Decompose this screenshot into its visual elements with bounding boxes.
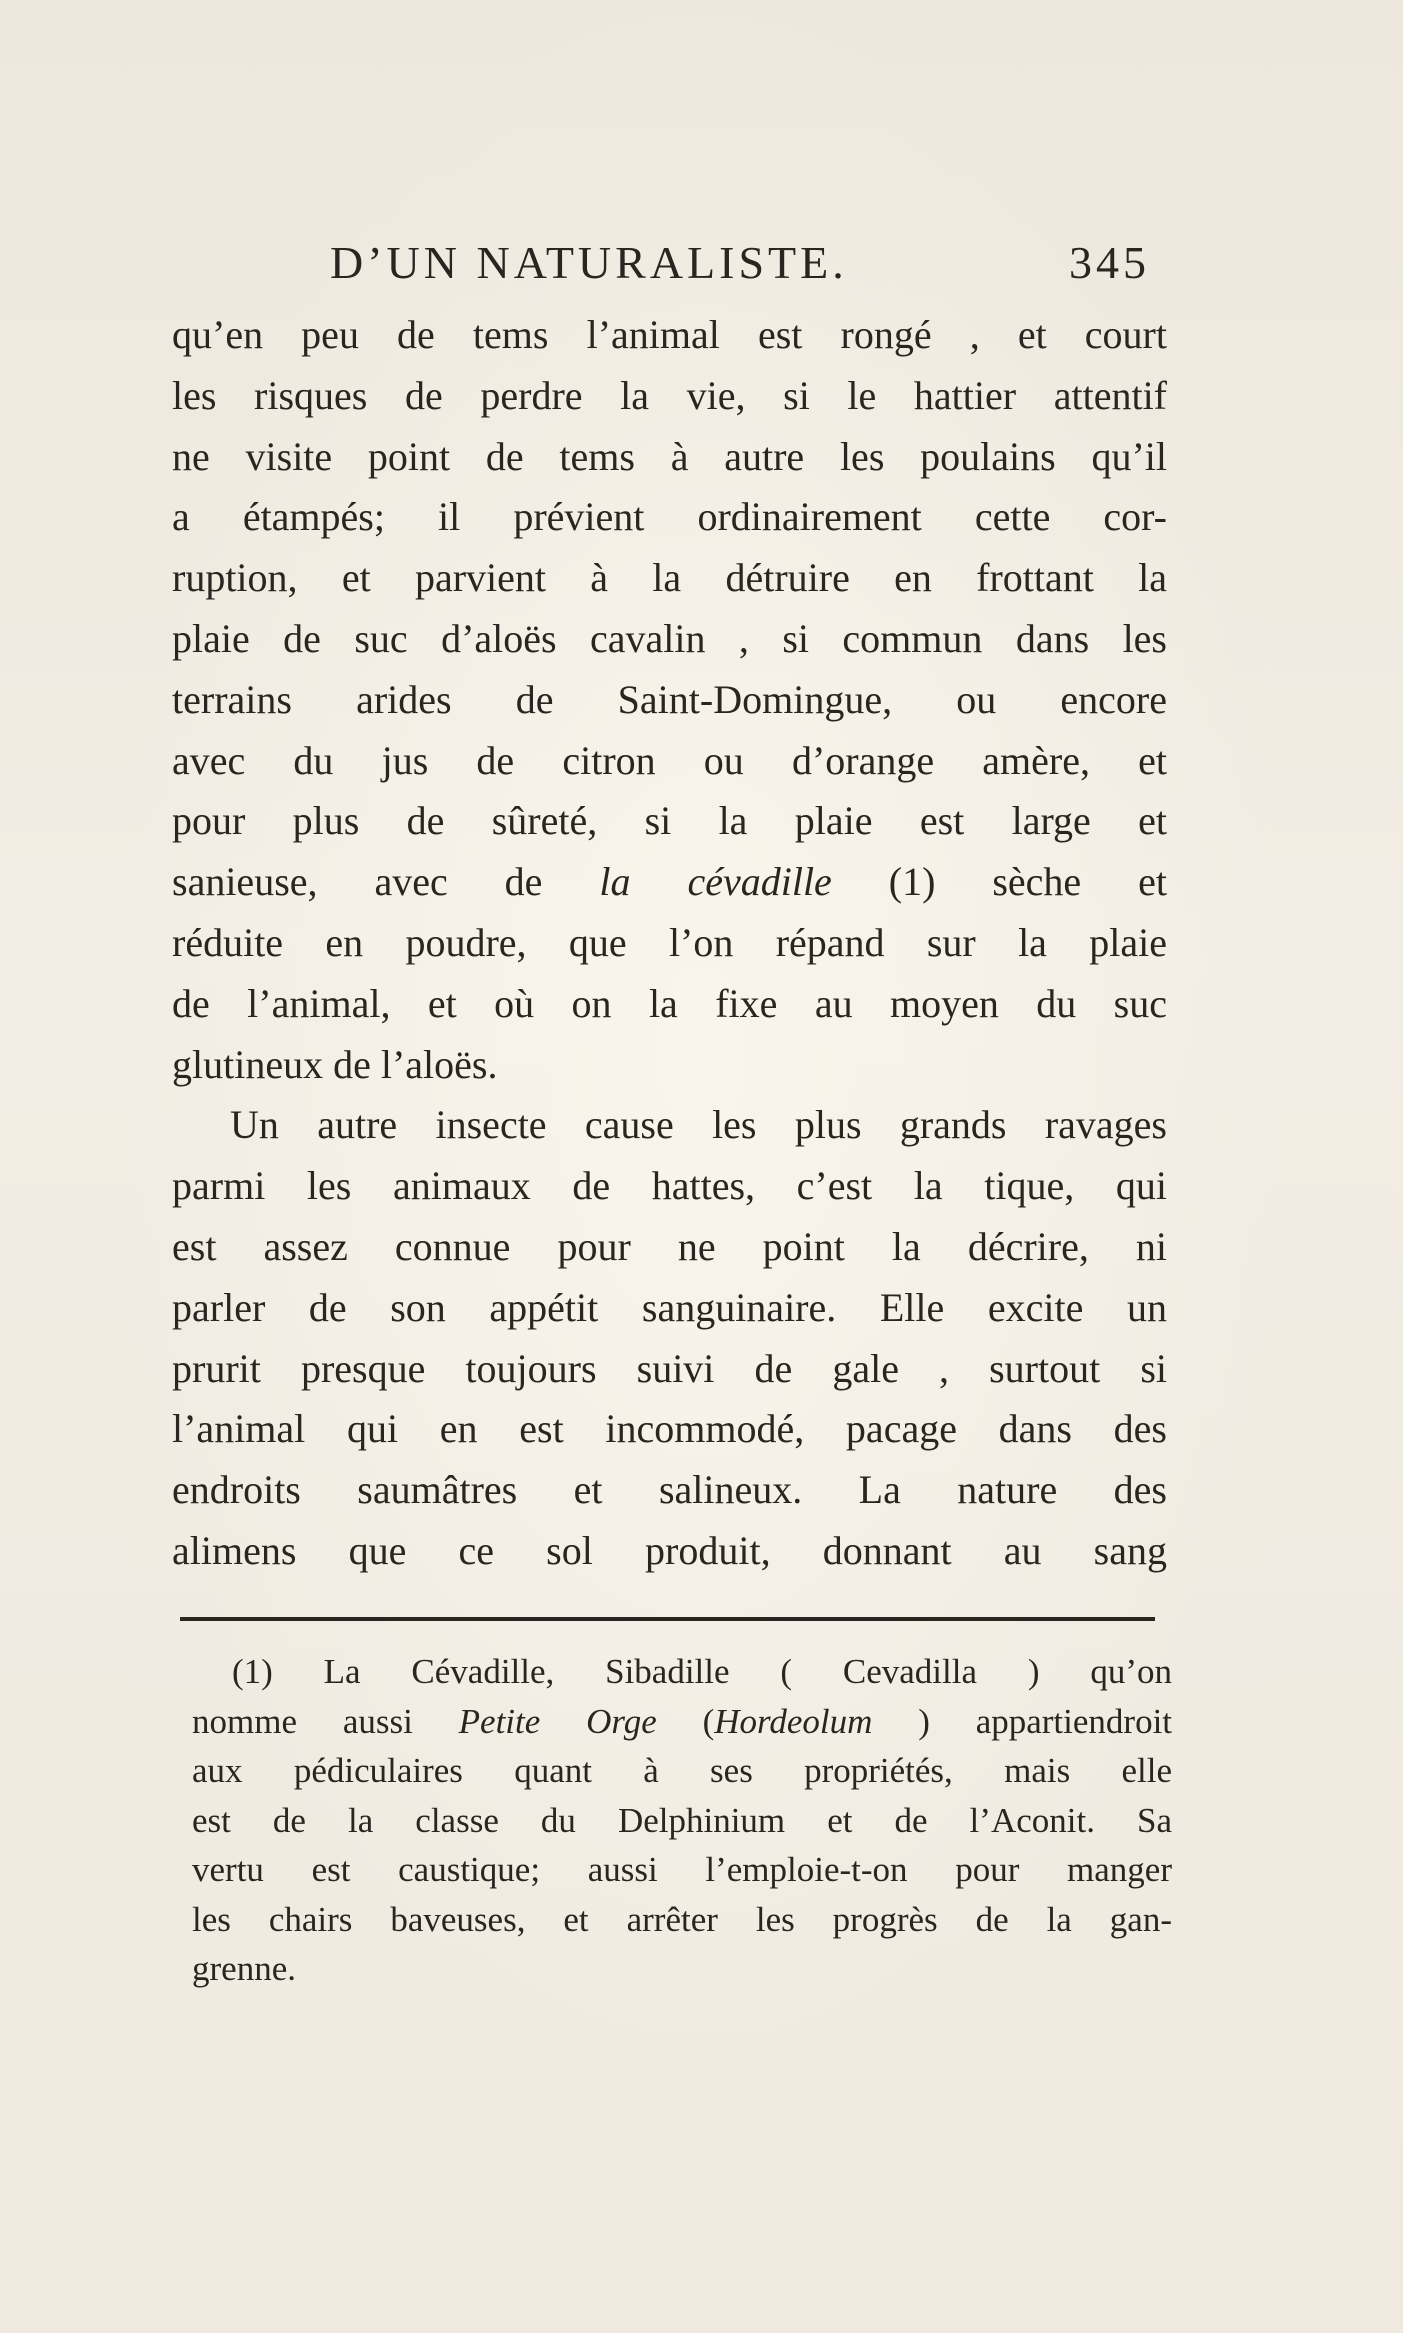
text-line: qu’en peu de tems l’animal est rongé , et court (172, 312, 1167, 357)
footnote-line: (1) La Cévadille, Sibadille ( Cevadilla ) qu’on (232, 1652, 1172, 1691)
italic-term: la cévadille (599, 859, 832, 905)
italic-term: Petite Orge (458, 1701, 657, 1741)
footnote-rule (180, 1617, 1155, 1621)
footnote-line (192, 1697, 1172, 1747)
text-line: terrains arides de Saint-Domingue, ou encore (172, 676, 1167, 722)
body-text (172, 305, 1167, 1582)
running-title: D’UN NATURALISTE. (330, 237, 848, 288)
text-line: pour plus de sûreté, si la plaie est large et (172, 798, 1167, 844)
text-line: a étampés; il prévient ordinairement cette cor- (172, 494, 1167, 540)
text-segment: ( (656, 1701, 715, 1741)
text-line: avec du jus de citron ou d’orange amère, et (172, 737, 1167, 783)
text-line: parler de son appétit sanguinaire. Elle excite un (172, 1284, 1167, 1330)
text-line: l’animal qui en est incommodé, pacage dans des (172, 1406, 1167, 1452)
page-number: 345 (1069, 237, 1150, 288)
footnote-line: vertu est caustique; aussi l’emploie-t-on pour manger (192, 1850, 1172, 1889)
footnote-line: aux pédiculaires quant à ses propriétés, mais elle (192, 1751, 1172, 1790)
running-head (330, 228, 1150, 298)
text-line: endroits saumâtres et salineux. La nature des (172, 1467, 1167, 1513)
text-line: Un autre insecte cause les plus grands ravages (230, 1102, 1167, 1148)
footnote-line: grenne. (192, 1949, 296, 1988)
text-line: glutineux de l’aloës. (172, 1041, 498, 1087)
text-line: ne visite point de tems à autre les poulains qu’il (172, 433, 1167, 479)
text-line (172, 852, 1167, 913)
text-line: prurit presque toujours suivi de gale , surtout si (172, 1345, 1167, 1391)
text-line: parmi les animaux de hattes, c’est la tique, qui (172, 1163, 1167, 1209)
text-line: de l’animal, et où on la fixe au moyen du suc (172, 980, 1167, 1026)
text-segment: (1) sèche et (831, 859, 1168, 905)
footnote-line: les chairs baveuses, et arrêter les progrès de la gan- (192, 1899, 1172, 1939)
text-segment: nomme aussi (192, 1701, 459, 1741)
text-segment: ) appartiendroit (872, 1701, 1173, 1741)
text-line: est assez connue pour ne point la décrire, ni (172, 1223, 1167, 1269)
text-segment: sanieuse, avec de (172, 859, 600, 905)
footnote-line: est de la classe du Delphinium et de l’Aconit. Sa (192, 1800, 1172, 1840)
text-line: ruption, et parvient à la détruire en frottant la (172, 555, 1167, 601)
text-line: plaie de suc d’aloës cavalin , si commun dans les (172, 615, 1167, 661)
text-line: réduite en poudre, que l’on répand sur la plaie (172, 919, 1167, 965)
italic-term: Hordeolum (714, 1701, 873, 1741)
text-line: les risques de perdre la vie, si le hattier attentif (172, 372, 1167, 418)
text-line: alimens que ce sol produit, donnant au sang (172, 1527, 1167, 1573)
footnote (192, 1647, 1172, 1994)
